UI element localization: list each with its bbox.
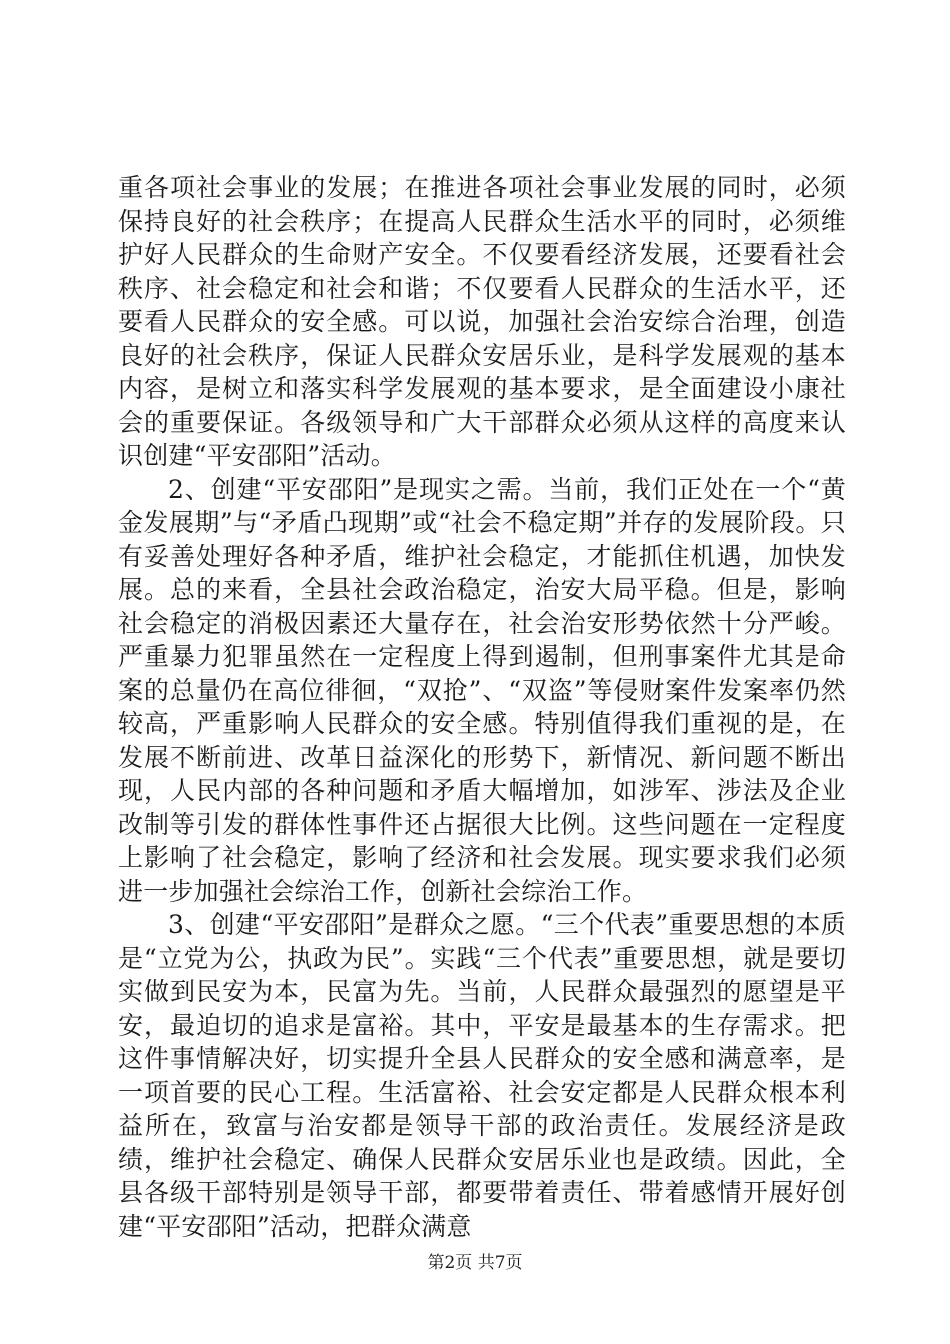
page-footer: 第2页 共7页 [427,1253,523,1273]
paragraph-1: 重各项社会事业的发展；在推进各项社会事业发展的同时，必须保持良好的社会秩序；在提高人民群众生活水平的同时，必须维护好人民群众的生命财产安全。不仅要看经济发展，还要看社会秩序、社会稳定和社会和谐；不仅要看人民群众的生活水平，还要看人民群众的安全感。可以说，加强社会治安综合治理，创造良好的社会秩序，保证人民群众安居乐业，是科学发展观的基本内容，是树立和落实科学发展观的基本要求，是全面建设小康社会的重要保证。各级领导和广大干部群众必须从这样的高度来认识创建“平安邵阳”活动。 [118,173,846,470]
document-body [118,171,846,1243]
paragraph-2: 2、创建“平安邵阳”是现实之需。当前，我们正处在一个“黄金发展期”与“矛盾凸现期”或“社会不稳定期”并存的发展阶段。只有妥善处理好各种矛盾，维护社会稳定，才能抓住机遇，加快发展。总的来看，全县社会政治稳定，治安大局平稳。但是，影响社会稳定的消极因素还大量存在，社会治安形势依然十分严峻。严重暴力犯罪虽然在一定程度上得到遏制，但刑事案件尤其是命案的总量仍在高位徘徊，“双抢”、“双盗”等侵财案件发案率仍然较高，严重影响人民群众的安全感。特别值得我们重视的是，在发展不断前进、改革日益深化的形势下，新情况、新问题不断出现，人民内部的各种问题和矛盾大幅增加，如涉军、涉法及企业改制等引发的群体性事件还占据很大比例。这些问题在一定程度上影响了社会稳定，影响了经济和社会发展。现实要求我们必须进一步加强社会综治工作，创新社会综治工作。 [118,474,846,906]
paragraph-3: 3、创建“平安邵阳”是群众之愿。“三个代表”重要思想的本质是“立党为公，执政为民”。实践“三个代表”重要思想，就是要切实做到民安为本，民富为先。当前，人民群众最强烈的愿望是平安，最迫切的追求是富裕。其中，平安是最基本的生存需求。把这件事情解决好，切实提升全县人民群众的安全感和满意率，是一项首要的民心工程。生活富裕、社会安定都是人民群众根本利益所在，致富与治安都是领导干部的政治责任。发展经济是政绩，维护社会稳定、确保人民群众安居乐业也是政绩。因此，全县各级干部特别是领导干部，都要带着责任、带着感情开展好创建“平安邵阳”活动，把群众满意 [118,910,846,1241]
